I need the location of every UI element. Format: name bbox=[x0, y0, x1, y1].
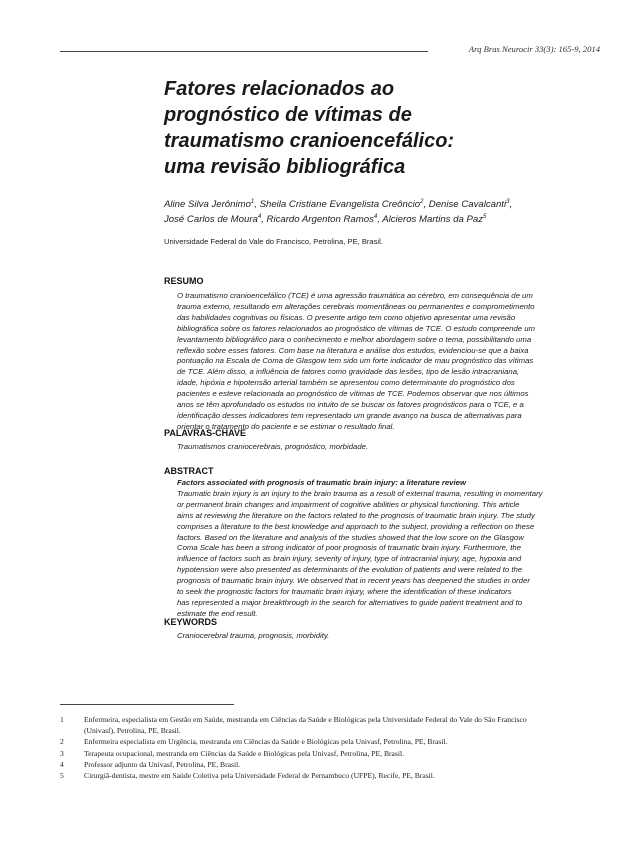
author-list bbox=[164, 197, 584, 227]
footnote-text bbox=[84, 736, 590, 747]
abstract-line: or permanent brain changes and impairment of cognitive abilities or physical functioning. This article bbox=[177, 499, 520, 509]
footnote-item bbox=[60, 736, 590, 747]
title-line: uma revisão bibliográfica bbox=[164, 156, 406, 178]
footnote-text bbox=[84, 714, 590, 736]
footnote-line: Professor adjunto da Univasf, Petrolina, PE, Brasil. bbox=[84, 759, 241, 769]
author-name: , Denise Cavalcanti bbox=[423, 199, 507, 210]
keywords-heading: KEYWORDS bbox=[164, 617, 218, 627]
journal-reference: Arq Bras Neurocir 33(3): 165-9, 2014 bbox=[468, 44, 600, 54]
abstract-line: Coma Scale has been a strong indicator of poor prognosis of traumatic brain injury. Furthermore, the bbox=[177, 543, 522, 553]
title-line: Fatores relacionados ao bbox=[164, 78, 395, 100]
abstract-line: aims at reviewing the literature on the factors related to the prognosis of traumatic brain injury. The study bbox=[177, 510, 535, 520]
abstract-line: has represented a major breakthrough in the search for alternatives to guide patient treatment and to bbox=[177, 597, 523, 607]
resumo-line: orientar o tratamento do paciente e se estimar o resultado final. bbox=[177, 421, 395, 431]
abstract-line: influence of factors such as brain injury, severity of injury, type of intracranial injury, age, hypoxia and bbox=[177, 554, 522, 564]
resumo-line: levantamento bibliográfico para o conhecimento e melhor abordagem sobre o tema, possibilitando uma bbox=[177, 334, 532, 344]
resumo-line: reflexão sobre esses fatores. Com base na literatura e análise dos estudos, evidenciou-se que a baixa bbox=[177, 345, 529, 355]
palavras-chave-text: Traumatismos craniocerebrais, prognóstico, morbidade. bbox=[177, 442, 369, 451]
resumo-line: trauma externo, resultando em alterações cerebrais momentâneas ou permanentes e comprometimento bbox=[177, 301, 535, 311]
author-affiliation-mark: 4 bbox=[373, 213, 378, 220]
affiliation: Universidade Federal do Vale do Francisco, Petrolina, PE, Brasil. bbox=[164, 237, 383, 246]
abstract-subtitle: Factors associated with prognosis of traumatic brain injury: a literature review bbox=[177, 478, 466, 487]
footnote-item bbox=[60, 759, 590, 770]
resumo-body bbox=[177, 291, 587, 433]
footnote-item bbox=[60, 714, 590, 736]
resumo-line: identificação desses indicadores tem representado um grande avanço na busca de alternativas para bbox=[177, 410, 522, 420]
title-line: traumatismo cranioencefálico: bbox=[164, 130, 455, 152]
resumo-line: de TCE. Além disso, a influência de fatores como gravidade das lesões, tipo de lesão intracraniana, bbox=[177, 367, 520, 377]
resumo-line: anos se têm aprofundado os estudos no intuito de se buscar os fatores prognósticos para o TCE, e a bbox=[177, 400, 524, 410]
author-line-1 bbox=[164, 197, 584, 212]
author-separator: , bbox=[509, 199, 513, 210]
author-affiliation-mark: 5 bbox=[483, 213, 487, 220]
footnote-number: 4 bbox=[60, 759, 64, 769]
author-affiliation-mark: 1 bbox=[250, 198, 255, 205]
title-line: prognóstico de vítimas de bbox=[164, 104, 412, 126]
footnote-line: Cirurgiã-dentista, mestre em Saúde Coletiva pela Universidade Federal de Pernambuco (UFPE), Recife, PE, Brasil. bbox=[84, 771, 435, 781]
abstract-body bbox=[177, 478, 587, 620]
abstract-line: factors. Based on the literature and analysis of the studies showed that the low score on the Glasgow bbox=[177, 532, 524, 542]
resumo-line: pacientes e esteve relacionada ao prognóstico de vítimas de TCE. Podemos observar que nos últimos bbox=[177, 389, 529, 399]
palavras-chave-heading: PALAVRAS-CHAVE bbox=[164, 428, 247, 438]
footnote-line: Enfermeira especialista em Urgência, mestranda em Ciências da Saúde e Biológicas pela Univasf, Petrolina, PE, Brasil. bbox=[84, 737, 448, 747]
footnote-line: Enfermeira, especialista em Gestão em Saúde, mestranda em Ciências da Saúde e Biológicas pela Universidade Federal do Vale do São Francisco bbox=[84, 715, 527, 724]
resumo-line: bibliográfica sobre os fatores relacionados ao prognóstico de vítimas de TCE. O estudo compreende um bbox=[177, 323, 535, 333]
abstract-line: Traumatic brain injury is an injury to the brain trauma as a result of external trauma, resulting in momentary bbox=[177, 488, 543, 498]
footnote-item bbox=[60, 748, 590, 759]
resumo-line: idade, hipóxia e hipotensão arterial também se apresentou como determinante do prognóstico dos bbox=[177, 378, 515, 388]
footnote-text bbox=[84, 759, 590, 770]
article-title bbox=[164, 76, 584, 180]
footnote-line: Terapeuta ocupacional, mestranda em Ciências da Saúde e Biológicas pela Univasf, Petrolina, PE, Brasil. bbox=[84, 748, 404, 758]
resumo-line: das habilidades cognitivas ou físicas. O presente artigo tem como objetivo apresentar uma revisão bbox=[177, 312, 516, 322]
author-name: José Carlos de Moura bbox=[164, 214, 258, 225]
abstract-heading: ABSTRACT bbox=[164, 466, 214, 476]
author-name: , Alcieros Martins da Paz bbox=[377, 214, 483, 225]
abstract-line: to seek the prognostic factors for traumatic brain injury, where the identification of these indicators bbox=[177, 587, 512, 597]
author-affiliation-mark: 3 bbox=[506, 198, 510, 205]
resumo-line: pontuação na Escala de Coma de Glasgow tem sido um forte indicador de mau prognóstico das vítimas bbox=[177, 356, 534, 366]
author-affiliation-mark: 4 bbox=[257, 213, 262, 220]
header-rule bbox=[60, 51, 428, 52]
footnote-number: 3 bbox=[60, 748, 64, 758]
footnote-number: 5 bbox=[60, 771, 64, 781]
footnotes bbox=[60, 714, 590, 781]
author-line-2 bbox=[164, 212, 584, 227]
palavras-chave-body bbox=[177, 442, 587, 453]
abstract-line: estimate the end result. bbox=[177, 608, 258, 618]
abstract-line: comprises a literature to the best knowledge and approach to the subject, providing a reflection on these bbox=[177, 521, 535, 531]
keywords-text: Craniocerebral trauma, prognosis, morbidity. bbox=[177, 631, 330, 640]
footnote-rule bbox=[60, 704, 234, 705]
author-name: , Ricardo Argenton Ramos bbox=[261, 214, 374, 225]
author-name: Aline Silva Jerônimo bbox=[164, 199, 251, 210]
abstract-line: hypotension were also presented as determinants of the evolution of patients and were related to the bbox=[177, 565, 523, 575]
footnote-item bbox=[60, 770, 590, 781]
resumo-line: O traumatismo cranioencefálico (TCE) é uma agressão traumática ao cérebro, em consequência de um bbox=[177, 291, 533, 300]
footnote-text bbox=[84, 748, 590, 759]
author-name: , Sheila Cristiane Evangelista Creôncio bbox=[254, 199, 421, 210]
keywords-body bbox=[177, 631, 587, 642]
footnote-line: (Univasf), Petrolina, PE, Brasil. bbox=[84, 726, 181, 736]
abstract-line: prognosis of traumatic brain injury. We observed that in recent years has deepened the studies in order bbox=[177, 576, 530, 586]
resumo-heading: RESUMO bbox=[164, 276, 204, 286]
footnote-number: 1 bbox=[60, 715, 64, 724]
footnote-number: 2 bbox=[60, 737, 64, 747]
footnote-text bbox=[84, 770, 590, 781]
author-affiliation-mark: 2 bbox=[420, 198, 424, 205]
